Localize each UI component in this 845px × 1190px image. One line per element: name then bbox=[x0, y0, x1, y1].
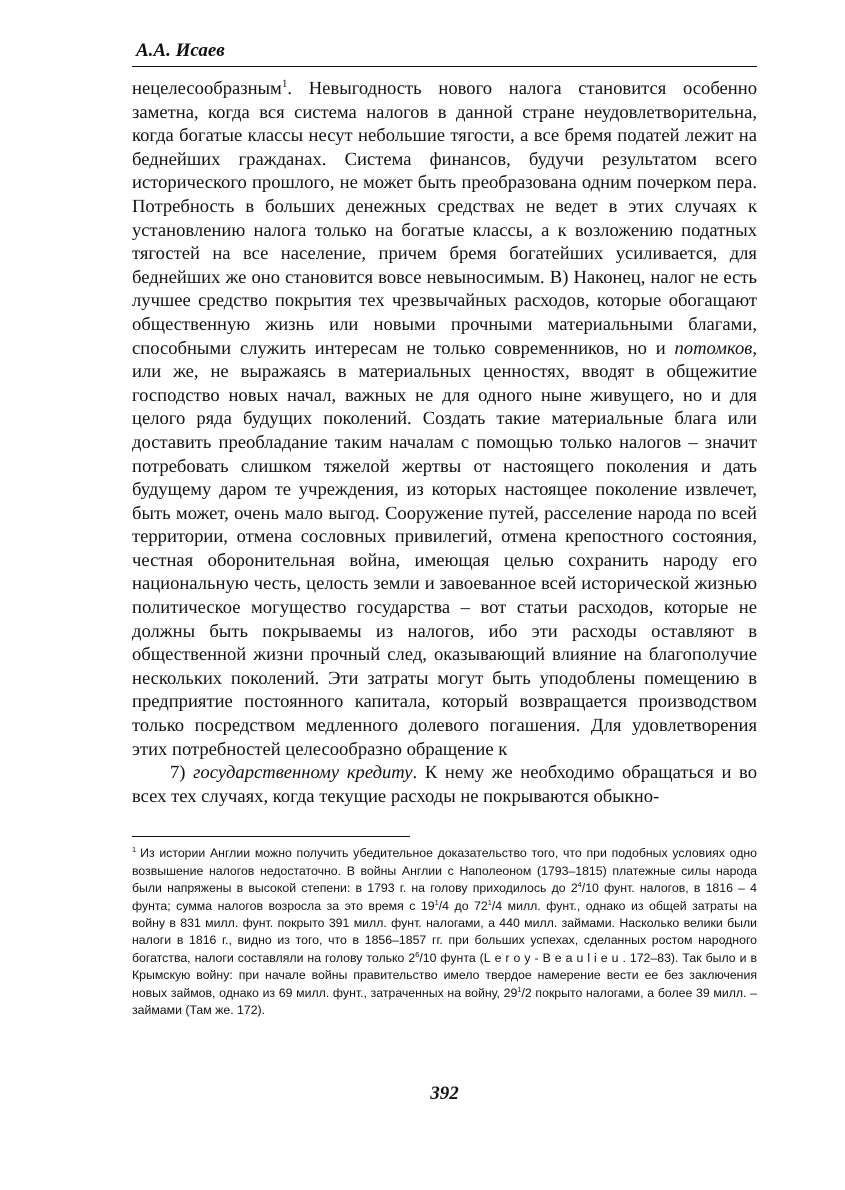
fraction-denominator: /4 bbox=[438, 898, 449, 913]
footnote bbox=[132, 845, 757, 1019]
fraction-numerator: 1 bbox=[434, 897, 439, 907]
text-run: . Невыгодность нового налога становится особенно заметна, когда вся система налогов в данной стране неудовлетворительна, когда богатые классы несут небольшие тягости, а все бремя податей лежит на беднейших гражданах. Система финансов, будучи результатом всего исторического прошлого, не может быть преобразована одним почерком пера. Потребность в больших денежных средствах не ведет в этих случаях к установлению налога только на богатые классы, а к возложению податных тягостей на все население, причем бремя богатейших усиливается, для беднейших же оно становится вовсе невыносимым. В) Наконец, налог не есть лучшее средство покрытия тех чрезвычайных расходов, которые обогащают общественную жизнь или новыми прочными материальными благами, способными служить интересам не только современников, но и bbox=[132, 78, 757, 359]
fraction-denominator: /10 bbox=[419, 950, 437, 965]
fraction-denominator: /10 bbox=[581, 881, 599, 896]
cited-author: Leroy-Beaulieu bbox=[483, 950, 623, 965]
footnote-text: до 72 bbox=[449, 898, 488, 913]
main-text bbox=[132, 77, 757, 808]
paragraph-2 bbox=[132, 761, 757, 808]
fraction-denominator: /2 bbox=[521, 985, 532, 1000]
footnote-divider bbox=[132, 836, 410, 837]
book-page bbox=[132, 40, 757, 1019]
footnote-mark: 1 bbox=[132, 845, 137, 855]
footnote-text: . 172–83). Так было и в Крымскую войну: при начале войны правительство имело твердое намерение вести ее без заключения новых займов, однако из 69 милл. фунт., затраченных на войну, 29 bbox=[132, 950, 757, 1000]
fraction-numerator: 4 bbox=[577, 880, 582, 890]
list-number: 7) bbox=[170, 762, 194, 784]
footnote-text: Из истории Англии можно получить убедительное доказательство того, что при подобных условиях одно возвышение налогов недостаточно. В войны Англии с Наполеоном (1793–1815) платежные силы народа были напряжены в высокой степени: в 1793 г. на голову приходилось до 2 bbox=[132, 846, 757, 896]
text-run: . К нему же необходимо обращаться и во всех тех случаях, когда текущие расходы не покрываются обыкно- bbox=[132, 762, 757, 807]
footnote-text: милл. фунт., однако из общей затраты на войну в 831 милл. фунт. покрыто 391 милл. фунт. налогами, а 440 милл. займами. Насколько велики были налоги в 1816 г., видно из того, что в 1856–1857 гг. при больших успехах, сделанных ростом народного богатства, налоги составляли на голову только 2 bbox=[132, 898, 757, 965]
paragraph-1 bbox=[132, 77, 757, 761]
fraction-numerator: 1 bbox=[487, 897, 492, 907]
author-running-title: А.А. Исаев bbox=[136, 40, 225, 61]
fraction-denominator: /4 bbox=[491, 898, 503, 913]
footnote-text: покрыто налогами, а более 39 милл. – займами (Там же. 172). bbox=[132, 985, 757, 1018]
footnote-text: фунт. налогов, в 1816 – 4 фунта; сумма налогов возросла за это время с 19 bbox=[132, 881, 757, 913]
text-run: , или же, не выражаясь в материальных ценностях, вводят в общежитие господство новых начал, важных не для одного ныне живущего, но и для целого ряда будущих поколений. Создать такие материальные блага или доставить преобладание таким началам с помощью только налогов – значит потребовать слишком тяжелой жертвы от настоящего поколения и дать будущему даром те учреждения, из которых настоящее поколение извлечет, быть может, очень мало выгод. Сооружение путей, расселение народа по всей территории, отмена сословных привилегий, отмена крепостного состояния, честная оборонительная война, имеющая целью сохранить народу его национальную честь, целость земли и завоеванное всей исторической жизнью политическое могущество государства – вот статьи расходов, которые не должны быть покрываемы из налогов, ибо эти расходы оставляют в общественной жизни прочный след, оказывающий влияние на благополучие нескольких поколений. Эти затраты могут быть уподоблены помещению в предприятие постоянного капитала, который возвращается производством только посредством медленного долевого погашения. Для удовлетворения этих потребностей целесообразно обращение к bbox=[132, 337, 757, 760]
page-number: 392 bbox=[430, 1083, 459, 1104]
text-run: нецелесообразным bbox=[132, 78, 282, 99]
italic-term: государственному кредиту bbox=[193, 762, 413, 784]
italic-term: потомков bbox=[674, 337, 753, 359]
footnote-ref: 1 bbox=[281, 77, 288, 90]
fraction-numerator: 6 bbox=[415, 949, 420, 959]
footnote-text: фунта ( bbox=[436, 950, 484, 965]
fraction-numerator: 1 bbox=[517, 984, 522, 994]
running-head bbox=[132, 40, 757, 67]
